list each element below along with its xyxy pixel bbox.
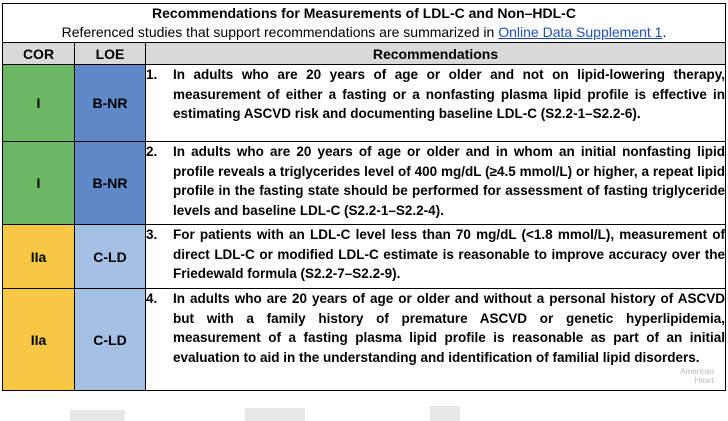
table-header-row: [3, 43, 726, 65]
recommendation-number: 2.: [146, 144, 158, 159]
recommendation-number: 4.: [146, 291, 158, 306]
loe-cell: C-LD: [75, 289, 146, 391]
watermark-line-1: American: [680, 367, 714, 376]
watermark-shape-mid: [245, 408, 305, 421]
table-row: [3, 65, 726, 142]
recommendations-table: [2, 3, 726, 391]
recommendations-table-container: [2, 3, 725, 391]
cor-cell: I: [3, 142, 75, 225]
subtitle-prefix: Referenced studies that support recommendations are summarized in: [61, 24, 499, 40]
cor-cell: IIa: [3, 289, 75, 391]
cor-cell: IIa: [3, 225, 75, 289]
loe-cell: C-LD: [75, 225, 146, 289]
table-caption: [3, 4, 726, 43]
recommendation-text: In adults who are 20 years of age or older and not on lipid-lowering therapy, measurement of either a fasting or a nonfasting plasma lipid profile is effective in estimating ASCVD risk and documenting baseline LDL-C (S2.2-1–S2.2-6).: [173, 67, 725, 121]
recommendation-cell: [146, 225, 726, 289]
watermark-shape-left: [70, 410, 125, 421]
loe-cell: B-NR: [75, 142, 146, 225]
header-cor: COR: [3, 43, 75, 65]
cor-cell: I: [3, 65, 75, 142]
recommendation-cell: [146, 142, 726, 225]
recommendation-cell: [146, 289, 726, 391]
recommendation-text: In adults who are 20 years of age or older and without a personal history of ASCVD but with a family history of premature ASCVD or genetic hyperlipidemia, measurement of a fasting plasma lipid profile is reasonable as part of an initial evaluation to aid in the understanding and identification of familial lipid disorders.: [173, 291, 725, 365]
table-row: [3, 225, 726, 289]
publisher-watermark: [680, 367, 714, 385]
online-data-supplement-link[interactable]: Online Data Supplement 1: [498, 24, 663, 40]
recommendation-cell: [146, 65, 726, 142]
table-title: Recommendations for Measurements of LDL-C and Non–HDL-C: [152, 5, 576, 21]
recommendation-number: 1.: [146, 67, 158, 82]
header-recommendations: Recommendations: [146, 43, 726, 65]
subtitle-suffix: .: [662, 24, 667, 40]
loe-cell: B-NR: [75, 65, 146, 142]
recommendation-number: 3.: [146, 227, 158, 242]
watermark-line-2: Heart: [694, 376, 714, 385]
watermark-shape-right: [430, 406, 460, 421]
table-row: [3, 142, 726, 225]
table-subtitle: [3, 22, 725, 42]
header-loe: LOE: [75, 43, 146, 65]
recommendation-text: For patients with an LDL-C level less than 70 mg/dL (<1.8 mmol/L), measurement of direct LDL-C or modified LDL-C estimate is reasonable to improve accuracy over the Friedewald formula (S2.2-7–S2.2-9).: [173, 227, 725, 281]
recommendation-text: In adults who are 20 years of age or older and in whom an initial nonfasting lipid profile reveals a triglycerides level of 400 mg/dL (≥4.5 mmol/L) or higher, a repeat lipid profile in the fasting state should be performed for assessment of fasting triglyceride levels and baseline LDL-C (S2.2-1–S2.2-4).: [173, 144, 725, 218]
table-row: [3, 289, 726, 391]
